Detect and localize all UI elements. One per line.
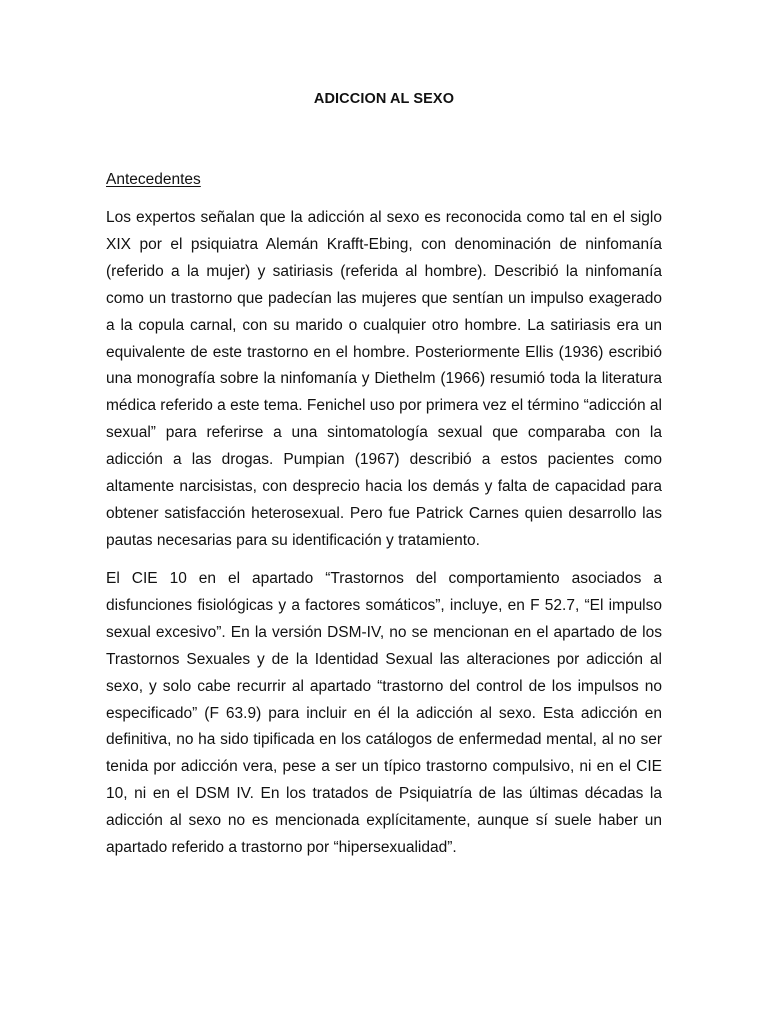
document-title: ADICCION AL SEXO (313, 91, 455, 107)
paragraph-cie-dsm: El CIE 10 en el apartado “Trastornos del comportamiento asociados a disfunciones fisiológicas y a factores somáticos”, incluye, en F 52.7, “El impulso sexual excesivo”. En la versión DSM-IV, no se mencionan en el apartado de los Trastornos Sexuales y de la Identidad Sexual las alteraciones por adicción al sexo, y solo cabe recurrir al apartado “trastorno del control de los impulsos no especificado” (F 63.9) para incluir en él la adicción al sexo. Esta adicción en definitiva, no ha sido tipificada en los catálogos de enfermedad mental, al no ser tenida por adicción vera, pese a ser un típico trastorno compulsivo, ni en el CIE 10, ni en el DSM IV. En los tratados de Psiquiatría de las últimas décadas la adicción al sexo no es mencionada explícitamente, aunque sí suele haber un apartado referido a trastorno por “hipersexualidad”. (106, 570, 662, 857)
paragraph-antecedentes: Los expertos señalan que la adicción al sexo es reconocida como tal en el siglo XIX por el psiquiatra Alemán Krafft-Ebing, con denominación de ninfomanía (referido a la mujer) y satiriasis (referida al hombre). Describió la ninfomanía como un trastorno que padecían las mujeres que sentían un impulso exagerado a la copula carnal, con su marido o cualquier otro hombre. La satiriasis era un equivalente de este trastorno en el hombre. Posteriormente Ellis (1936) escribió una monografía sobre la ninfomanía y Diethelm (1966) resumió toda la literatura médica referido a este tema. Fenichel uso por primera vez el término “adicción al sexual” para referirse a una sintomatología sexual que comparaba con la adicción a las drogas. Pumpian (1967) describió a estos pacientes como altamente narcisistas, con desprecio hacia los demás y falta de capacidad para obtener satisfacción heterosexual. Pero fue Patrick Carnes quien desarrollo las pautas necesarias para su identificación y tratamiento. (106, 209, 662, 549)
section-heading: Antecedentes (106, 171, 201, 188)
